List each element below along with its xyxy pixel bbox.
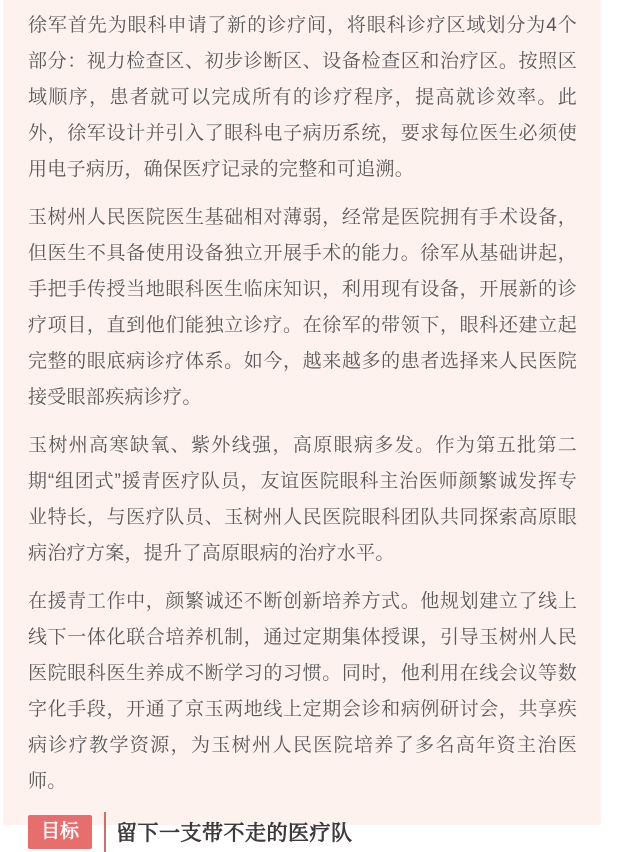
page-right-margin xyxy=(601,0,637,825)
article-content-panel xyxy=(3,0,601,845)
section-title: 留下一支带不走的医疗队 xyxy=(116,822,353,845)
section-heading xyxy=(28,812,577,852)
heading-divider xyxy=(104,812,106,852)
article-paragraph: 玉树州高寒缺氧、紫外线强，高原眼病多发。作为第五批第二期“组团式”援青医疗队员，友谊医院眼科主治医师颜繁诚发挥专业特长，与医疗队员、玉树州人民医院眼科团队共同探索高原眼病治疗方案，提升了高原眼病的治疗水平。 xyxy=(28,435,577,564)
article-paragraph: 在援青工作中，颜繁诚还不断创新培养方式。他规划建立了线上线下一体化联合培养机制，通过定期集体授课，引导玉树州人民医院眼科医生养成不断学习的习惯。同时，他利用在线会议等数字化手段，开通了京玉两地线上定期会诊和病例研讨会，共享疾病诊疗教学资源，为玉树州人民医院培养了多名高年资主治医师。 xyxy=(28,591,577,792)
article-paragraph: 玉树州人民医院医生基础相对薄弱，经常是医院拥有手术设备，但医生不具备使用设备独立开展手术的能力。徐军从基础讲起，手把手传授当地眼科医生临床知识，利用现有设备，开展新的诊疗项目，直到他们能独立诊疗。在徐军的带领下，眼科还建立起完整的眼底病诊疗体系。如今，越来越多的患者选择来人民医院接受眼部疾病诊疗。 xyxy=(28,207,577,408)
article-paragraph: 徐军首先为眼科申请了新的诊疗间，将眼科诊疗区域划分为4个部分：视力检查区、初步诊断区、设备检查区和治疗区。按照区域顺序，患者就可以完成所有的诊疗程序，提高就诊效率。此外，徐军设计并引入了眼科电子病历系统，要求每位医生必须使用电子病历，确保医疗记录的完整和可追溯。 xyxy=(28,15,577,180)
goal-badge: 目标 xyxy=(28,815,92,849)
